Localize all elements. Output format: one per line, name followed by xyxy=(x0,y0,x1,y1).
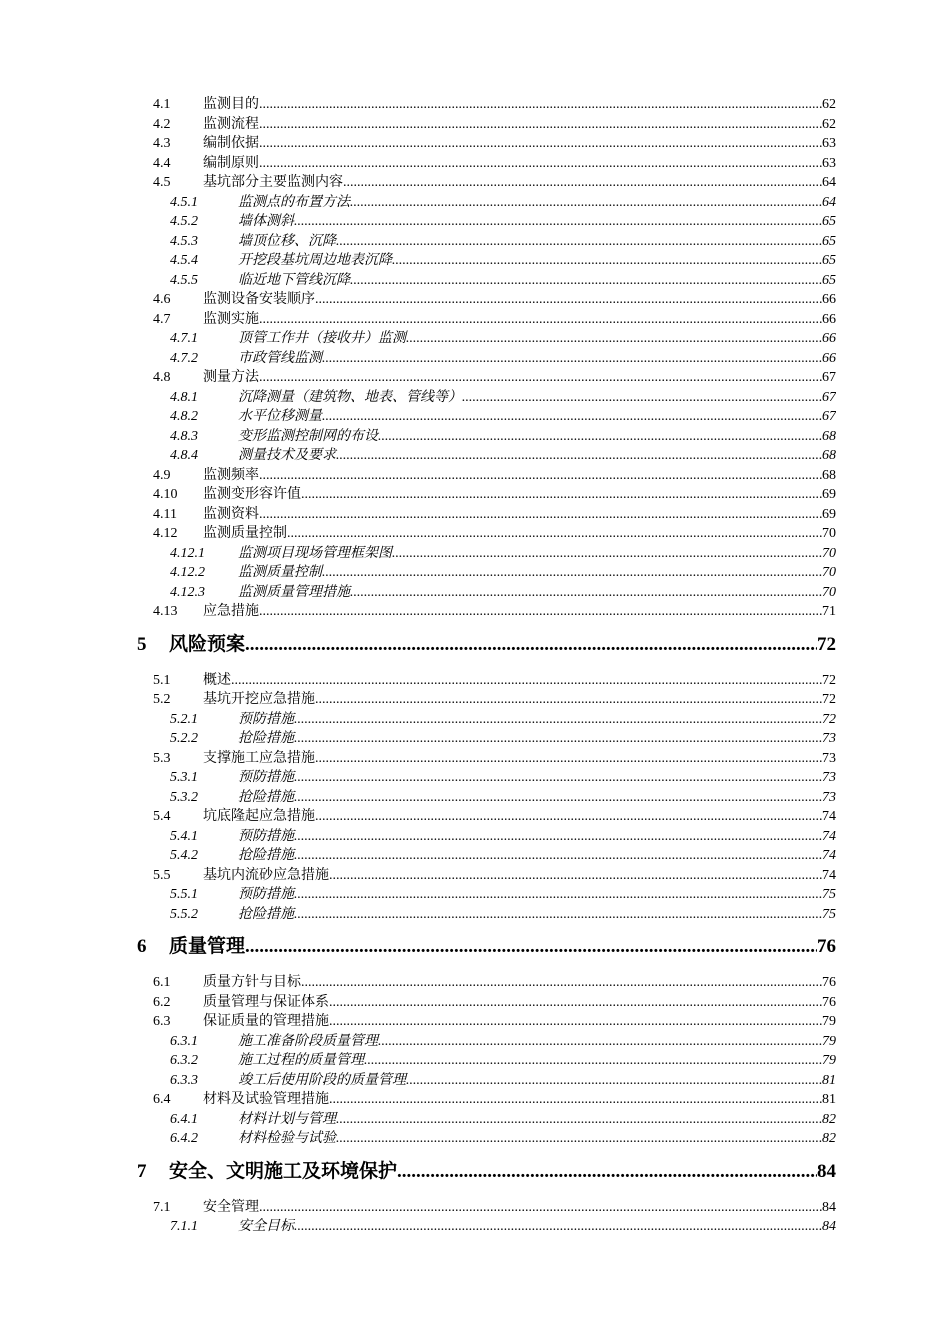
toc-entry-title: 编制原则 xyxy=(203,155,259,171)
toc-dot-leader xyxy=(350,271,822,290)
toc-entry-4-7[interactable] xyxy=(153,310,836,329)
toc-entry-page-number: 68 xyxy=(822,428,836,444)
toc-entry-page-number: 67 xyxy=(822,409,836,424)
toc-entry-number: 5.4 xyxy=(153,809,171,824)
toc-dot-leader xyxy=(336,1110,822,1129)
toc-entry-page-number: 81 xyxy=(822,1072,836,1088)
toc-entry-page-number: 70 xyxy=(822,584,836,600)
toc-entry-page-number: 71 xyxy=(822,604,836,619)
toc-entry-4-1[interactable] xyxy=(153,95,836,114)
toc-entry-7[interactable] xyxy=(137,1158,836,1186)
toc-entry-title: 监测实施 xyxy=(203,311,259,327)
toc-entry-title: 坑底隆起应急措施 xyxy=(203,809,315,824)
toc-entry-4-4[interactable] xyxy=(153,154,836,173)
toc-entry-number: 4.12 xyxy=(153,526,178,541)
toc-entry-number: 7.1.1 xyxy=(170,1219,198,1234)
toc-entry-title: 竣工后使用阶段的质量管理 xyxy=(238,1072,406,1088)
toc-dot-leader xyxy=(364,1051,822,1070)
toc-entry-4-5[interactable] xyxy=(153,173,836,192)
toc-entry-title: 监测设备安装顺序 xyxy=(203,292,315,307)
toc-entry-title: 变形监测控制网的布设 xyxy=(238,428,378,444)
toc-entry-title: 安全、文明施工及环境保护 xyxy=(169,1160,398,1182)
toc-entry-number: 6.2 xyxy=(153,994,171,1010)
toc-entry-title: 施工准备阶段质量管理 xyxy=(238,1033,378,1049)
toc-entry-5-3[interactable] xyxy=(153,749,836,768)
toc-dot-leader xyxy=(350,583,822,602)
toc-entry-page-number: 63 xyxy=(822,155,836,171)
toc-entry-number: 4.8.3 xyxy=(170,428,198,444)
toc-entry-title: 基坑内流砂应急措施 xyxy=(203,867,329,883)
toc-dot-leader xyxy=(294,788,822,807)
toc-dot-leader xyxy=(259,134,822,153)
toc-entry-number: 4.7.1 xyxy=(170,331,198,346)
toc-entry-title: 监测目的 xyxy=(203,97,259,112)
toc-entry-page-number: 74 xyxy=(822,848,836,863)
toc-entry-4-13[interactable] xyxy=(153,602,836,621)
toc-entry-5-3-1[interactable] xyxy=(170,768,836,787)
toc-entry-6-1[interactable] xyxy=(153,973,836,992)
toc-entry-page-number: 65 xyxy=(822,233,836,249)
toc-dot-leader xyxy=(462,388,822,407)
toc-entry-page-number: 73 xyxy=(822,750,836,766)
toc-entry-page-number: 72 xyxy=(822,672,836,688)
toc-entry-5-3-2[interactable] xyxy=(170,788,836,807)
toc-entry-number: 6.3 xyxy=(153,1014,171,1029)
toc-entry-number: 4.5.5 xyxy=(170,272,198,288)
toc-dot-leader xyxy=(231,671,822,690)
toc-dot-leader xyxy=(294,827,822,846)
toc-entry-page-number: 68 xyxy=(822,448,836,463)
toc-dot-leader xyxy=(294,885,822,904)
toc-entry-5-4-2[interactable] xyxy=(170,846,836,865)
toc-entry-6-4-1[interactable] xyxy=(170,1110,836,1129)
toc-entry-title: 开挖段基坑周边地表沉降 xyxy=(238,253,392,268)
toc-entry-number: 6.1 xyxy=(153,975,171,990)
toc-entry-4-7-2[interactable] xyxy=(170,349,836,368)
toc-entry-title: 基坑开挖应急措施 xyxy=(203,692,315,707)
toc-entry-6-4[interactable] xyxy=(153,1090,836,1109)
toc-dot-leader xyxy=(259,1198,822,1217)
toc-entry-title: 支撑施工应急措施 xyxy=(203,750,315,766)
toc-entry-6-4-2[interactable] xyxy=(170,1129,836,1148)
toc-entry-number: 5.3.1 xyxy=(170,770,198,785)
toc-entry-4-11[interactable] xyxy=(153,505,836,524)
toc-entry-number: 6.4.1 xyxy=(170,1111,198,1127)
toc-entry-5-2[interactable] xyxy=(153,690,836,709)
toc-entry-4-12-2[interactable] xyxy=(170,563,836,582)
toc-entry-page-number: 64 xyxy=(822,175,836,190)
toc-dot-leader xyxy=(329,993,822,1012)
toc-entry-page-number: 79 xyxy=(822,1033,836,1049)
toc-dot-leader xyxy=(397,1158,817,1186)
toc-entry-page-number: 70 xyxy=(822,526,836,541)
toc-entry-4-10[interactable] xyxy=(153,485,836,504)
toc-entry-page-number: 73 xyxy=(822,770,836,785)
toc-dot-leader xyxy=(315,749,822,768)
toc-entry-5-5-2[interactable] xyxy=(170,905,836,924)
toc-entry-page-number: 81 xyxy=(822,1092,836,1107)
toc-entry-page-number: 65 xyxy=(822,253,836,268)
toc-entry-page-number: 82 xyxy=(822,1111,836,1127)
toc-entry-page-number: 75 xyxy=(822,906,836,922)
toc-entry-page-number: 66 xyxy=(822,311,836,327)
toc-entry-page-number: 69 xyxy=(822,506,836,522)
toc-entry-page-number: 72 xyxy=(817,633,836,655)
toc-entry-number: 5.4.1 xyxy=(170,828,198,844)
toc-entry-page-number: 62 xyxy=(822,116,836,132)
toc-entry-number: 4.4 xyxy=(153,155,171,171)
toc-entry-page-number: 76 xyxy=(822,975,836,990)
toc-entry-number: 4.5.2 xyxy=(170,214,198,229)
toc-dot-leader xyxy=(287,524,822,543)
toc-entry-page-number: 65 xyxy=(822,214,836,229)
toc-entry-number: 5.2.2 xyxy=(170,731,198,746)
toc-entry-title: 监测项目现场管理框架图 xyxy=(238,545,392,561)
toc-dot-leader xyxy=(378,427,822,446)
toc-entry-page-number: 72 xyxy=(822,711,836,727)
toc-entry-4-8-3[interactable] xyxy=(170,427,836,446)
toc-dot-leader xyxy=(259,310,822,329)
toc-entry-title: 概述 xyxy=(203,672,231,688)
toc-entry-page-number: 75 xyxy=(822,887,836,902)
toc-dot-leader xyxy=(406,329,822,348)
toc-entry-page-number: 66 xyxy=(822,331,836,346)
toc-entry-title: 应急措施 xyxy=(203,604,259,619)
toc-dot-leader xyxy=(343,173,822,192)
toc-entry-number: 5.5.2 xyxy=(170,906,198,922)
toc-dot-leader xyxy=(294,1217,822,1236)
toc-entry-title: 预防措施 xyxy=(238,828,294,844)
toc-entry-4-5-4[interactable] xyxy=(170,251,836,270)
toc-entry-4-9[interactable] xyxy=(153,466,836,485)
toc-entry-number: 5.4.2 xyxy=(170,848,198,863)
toc-entry-number: 4.5.3 xyxy=(170,233,198,249)
toc-entry-title: 市政管线监测 xyxy=(238,350,322,366)
toc-entry-number: 4.13 xyxy=(153,604,178,619)
toc-entry-title: 测量技术及要求 xyxy=(238,448,336,463)
toc-entry-number: 4.12.2 xyxy=(170,565,205,580)
toc-entry-4-12[interactable] xyxy=(153,524,836,543)
toc-entry-title: 墙顶位移、沉降 xyxy=(238,233,336,249)
toc-entry-number: 7 xyxy=(137,1160,147,1182)
toc-entry-6[interactable] xyxy=(137,933,836,961)
toc-entry-number: 5.1 xyxy=(153,672,171,688)
toc-entry-page-number: 84 xyxy=(822,1219,836,1234)
toc-dot-leader xyxy=(259,466,822,485)
toc-entry-page-number: 79 xyxy=(822,1014,836,1029)
toc-entry-page-number: 65 xyxy=(822,272,836,288)
toc-entry-page-number: 70 xyxy=(822,545,836,561)
toc-entry-title: 临近地下管线沉降 xyxy=(238,272,350,288)
toc-dot-leader xyxy=(294,729,822,748)
toc-entry-4-8-2[interactable] xyxy=(170,407,836,426)
toc-entry-6-3-2[interactable] xyxy=(170,1051,836,1070)
toc-dot-leader xyxy=(315,690,822,709)
toc-entry-5-2-1[interactable] xyxy=(170,710,836,729)
toc-entry-5-2-2[interactable] xyxy=(170,729,836,748)
toc-entry-page-number: 63 xyxy=(822,136,836,151)
toc-entry-number: 4.1 xyxy=(153,97,171,112)
toc-entry-title: 预防措施 xyxy=(238,887,294,902)
toc-entry-page-number: 76 xyxy=(822,994,836,1010)
toc-entry-title: 监测质量管理措施 xyxy=(238,584,350,600)
toc-dot-leader xyxy=(378,1032,822,1051)
toc-dot-leader xyxy=(259,602,822,621)
toc-entry-number: 5.3.2 xyxy=(170,789,198,805)
toc-entry-number: 5.5 xyxy=(153,867,171,883)
toc-dot-leader xyxy=(329,866,822,885)
toc-entry-6-2[interactable] xyxy=(153,993,836,1012)
toc-entry-page-number: 74 xyxy=(822,867,836,883)
toc-dot-leader xyxy=(322,563,822,582)
toc-entry-number: 4.8.4 xyxy=(170,448,198,463)
toc-entry-page-number: 69 xyxy=(822,487,836,502)
toc-entry-page-number: 68 xyxy=(822,467,836,483)
toc-entry-title: 沉降测量（建筑物、地表、管线等） xyxy=(238,389,462,405)
toc-entry-title: 基坑部分主要监测内容 xyxy=(203,175,343,190)
toc-entry-7-1[interactable] xyxy=(153,1198,836,1217)
toc-entry-number: 4.12.1 xyxy=(170,545,205,561)
toc-entry-title: 监测变形容许值 xyxy=(203,487,301,502)
toc-entry-title: 监测资料 xyxy=(203,506,259,522)
toc-entry-number: 4.3 xyxy=(153,136,171,151)
toc-entry-page-number: 73 xyxy=(822,731,836,746)
toc-entry-title: 安全管理 xyxy=(203,1199,259,1215)
toc-entry-title: 监测点的布置方法 xyxy=(238,194,350,210)
toc-entry-5-4[interactable] xyxy=(153,807,836,826)
toc-entry-number: 6.3.3 xyxy=(170,1072,198,1088)
toc-entry-page-number: 66 xyxy=(822,350,836,366)
toc-entry-number: 6.4.2 xyxy=(170,1131,198,1146)
toc-dot-leader xyxy=(259,505,822,524)
toc-entry-title: 质量管理与保证体系 xyxy=(203,994,329,1010)
toc-entry-7-1-1[interactable] xyxy=(170,1217,836,1236)
toc-entry-title: 顶管工作井（接收井）监测 xyxy=(238,331,406,346)
toc-entry-4-12-3[interactable] xyxy=(170,583,836,602)
toc-dot-leader xyxy=(406,1071,822,1090)
toc-entry-page-number: 79 xyxy=(822,1053,836,1068)
toc-entry-5-1[interactable] xyxy=(153,671,836,690)
toc-dot-leader xyxy=(259,115,822,134)
toc-entry-number: 4.10 xyxy=(153,487,178,502)
toc-entry-page-number: 82 xyxy=(822,1131,836,1146)
toc-entry-number: 4.5 xyxy=(153,175,171,190)
toc-entry-page-number: 84 xyxy=(817,1160,836,1182)
toc-dot-leader xyxy=(336,446,822,465)
toc-entry-title: 预防措施 xyxy=(238,711,294,727)
toc-entry-5-5[interactable] xyxy=(153,866,836,885)
toc-entry-4-8-1[interactable] xyxy=(170,388,836,407)
toc-dot-leader xyxy=(322,407,822,426)
toc-dot-leader xyxy=(259,154,822,173)
toc-entry-number: 6.3.1 xyxy=(170,1033,198,1049)
toc-entry-4-12-1[interactable] xyxy=(170,544,836,563)
toc-entry-6-3[interactable] xyxy=(153,1012,836,1031)
toc-entry-title: 材料计划与管理 xyxy=(238,1111,336,1127)
toc-entry-title: 抢险措施 xyxy=(238,906,294,922)
toc-entry-page-number: 67 xyxy=(822,370,836,385)
toc-entry-6-3-3[interactable] xyxy=(170,1071,836,1090)
toc-entry-page-number: 67 xyxy=(822,389,836,405)
toc-dot-leader xyxy=(392,544,822,563)
toc-entry-title: 抢险措施 xyxy=(238,731,294,746)
toc-entry-5[interactable] xyxy=(137,631,836,659)
toc-entry-5-5-1[interactable] xyxy=(170,885,836,904)
toc-entry-title: 监测频率 xyxy=(203,467,259,483)
toc-entry-4-6[interactable] xyxy=(153,290,836,309)
toc-dot-leader xyxy=(294,710,822,729)
toc-entry-title: 安全目标 xyxy=(238,1219,294,1234)
toc-entry-title: 抢险措施 xyxy=(238,789,294,805)
toc-entry-4-5-5[interactable] xyxy=(170,271,836,290)
toc-entry-4-3[interactable] xyxy=(153,134,836,153)
toc-entry-page-number: 62 xyxy=(822,97,836,112)
toc-entry-number: 4.7 xyxy=(153,311,171,327)
toc-entry-number: 4.7.2 xyxy=(170,350,198,366)
toc-entry-title: 监测质量控制 xyxy=(203,526,287,541)
toc-entry-page-number: 74 xyxy=(822,828,836,844)
toc-entry-title: 监测质量控制 xyxy=(238,565,322,580)
toc-dot-leader xyxy=(336,232,822,251)
toc-dot-leader xyxy=(315,807,822,826)
toc-entry-number: 7.1 xyxy=(153,1199,171,1215)
toc-dot-leader xyxy=(301,485,822,504)
toc-entry-title: 质量管理 xyxy=(169,936,246,957)
toc-dot-leader xyxy=(350,193,822,212)
toc-entry-page-number: 66 xyxy=(822,292,836,307)
toc-dot-leader xyxy=(259,95,822,114)
toc-dot-leader xyxy=(294,846,822,865)
toc-entry-number: 5.5.1 xyxy=(170,887,198,902)
toc-entry-title: 编制依据 xyxy=(203,136,259,151)
toc-entry-title: 风险预案 xyxy=(169,633,246,655)
toc-entry-page-number: 73 xyxy=(822,789,836,805)
toc-dot-leader xyxy=(322,349,822,368)
toc-dot-leader xyxy=(294,212,822,231)
toc-dot-leader xyxy=(294,905,822,924)
toc-entry-number: 4.5.4 xyxy=(170,253,198,268)
toc-entry-number: 4.8.1 xyxy=(170,389,198,405)
toc-entry-number: 4.5.1 xyxy=(170,194,198,210)
toc-dot-leader xyxy=(329,1090,822,1109)
toc-entry-number: 6.4 xyxy=(153,1092,171,1107)
toc-entry-title: 预防措施 xyxy=(238,770,294,785)
toc-entry-number: 4.6 xyxy=(153,292,171,307)
toc-entry-number: 6 xyxy=(137,936,147,957)
toc-entry-number: 5.2 xyxy=(153,692,171,707)
toc-entry-number: 4.8.2 xyxy=(170,409,198,424)
toc-dot-leader xyxy=(245,933,817,961)
toc-dot-leader xyxy=(245,631,817,659)
toc-entry-page-number: 84 xyxy=(822,1199,836,1215)
toc-entry-title: 墙体测斜 xyxy=(238,214,294,229)
toc-entry-title: 材料检验与试验 xyxy=(238,1131,336,1146)
toc-entry-title: 水平位移测量 xyxy=(238,409,322,424)
toc-entry-number: 4.12.3 xyxy=(170,584,205,600)
toc-entry-number: 5.2.1 xyxy=(170,711,198,727)
toc-entry-page-number: 76 xyxy=(817,936,836,957)
toc-entry-number: 5 xyxy=(137,633,147,655)
toc-entry-4-7-1[interactable] xyxy=(170,329,836,348)
toc-entry-4-5-3[interactable] xyxy=(170,232,836,251)
toc-entry-title: 保证质量的管理措施 xyxy=(203,1014,329,1029)
toc-dot-leader xyxy=(336,1129,822,1148)
toc-dot-leader xyxy=(259,368,822,387)
toc-entry-4-5-1[interactable] xyxy=(170,193,836,212)
toc-dot-leader xyxy=(301,973,822,992)
toc-entry-page-number: 74 xyxy=(822,809,836,824)
toc-entry-number: 4.2 xyxy=(153,116,171,132)
toc-entry-page-number: 72 xyxy=(822,692,836,707)
toc-entry-title: 质量方针与目标 xyxy=(203,975,301,990)
toc-entry-number: 4.9 xyxy=(153,467,171,483)
toc-entry-4-8-4[interactable] xyxy=(170,446,836,465)
toc-entry-4-8[interactable] xyxy=(153,368,836,387)
toc-entry-title: 测量方法 xyxy=(203,370,259,385)
toc-entry-number: 6.3.2 xyxy=(170,1053,198,1068)
toc-entry-4-2[interactable] xyxy=(153,115,836,134)
toc-entry-page-number: 64 xyxy=(822,194,836,210)
toc-dot-leader xyxy=(294,768,822,787)
toc-entry-number: 5.3 xyxy=(153,750,171,766)
toc-entry-title: 施工过程的质量管理 xyxy=(238,1053,364,1068)
toc-entry-number: 4.8 xyxy=(153,370,171,385)
toc-entry-title: 材料及试验管理措施 xyxy=(203,1092,329,1107)
toc-entry-4-5-2[interactable] xyxy=(170,212,836,231)
toc-entry-6-3-1[interactable] xyxy=(170,1032,836,1051)
toc-entry-page-number: 70 xyxy=(822,565,836,580)
toc-dot-leader xyxy=(315,290,822,309)
toc-entry-number: 4.11 xyxy=(153,506,177,522)
toc-entry-title: 抢险措施 xyxy=(238,848,294,863)
toc-entry-title: 监测流程 xyxy=(203,116,259,132)
toc-dot-leader xyxy=(392,251,822,270)
toc-dot-leader xyxy=(329,1012,822,1031)
toc-entry-5-4-1[interactable] xyxy=(170,827,836,846)
